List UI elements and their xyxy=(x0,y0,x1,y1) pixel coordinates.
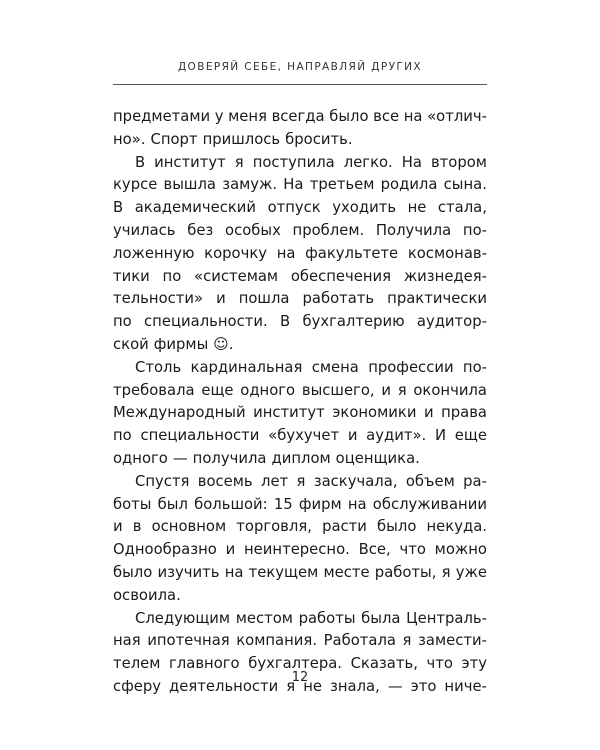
word: Сказать, xyxy=(350,655,418,673)
word: и xyxy=(423,404,434,422)
word: Получила xyxy=(375,221,452,239)
word: меня xyxy=(228,108,267,125)
word: «бухучет xyxy=(268,427,340,445)
word: по- xyxy=(462,221,487,239)
body-text xyxy=(113,106,487,699)
word: работы, xyxy=(374,563,437,581)
word: и xyxy=(381,381,391,399)
word: на xyxy=(403,108,423,125)
word: И xyxy=(434,427,447,445)
word: и xyxy=(113,518,123,536)
word: на xyxy=(347,495,367,513)
word: профессии xyxy=(368,358,454,376)
word: Международный xyxy=(113,404,246,422)
word: но». xyxy=(113,130,146,148)
word: получила xyxy=(192,449,267,467)
word: большой: xyxy=(194,495,268,513)
word: — xyxy=(387,677,403,695)
text-line xyxy=(113,380,487,403)
word: ☺. xyxy=(213,335,234,353)
text-line xyxy=(113,494,487,517)
word: поступила xyxy=(252,153,335,171)
word: было xyxy=(377,518,417,536)
word: фирмы xyxy=(153,335,209,353)
text-line xyxy=(113,129,487,152)
text-line xyxy=(113,402,487,425)
word: я xyxy=(402,632,412,650)
word: сферу xyxy=(113,677,162,695)
word: в xyxy=(132,518,142,536)
text-line xyxy=(113,197,487,220)
word: особых xyxy=(225,221,281,239)
word: ипотечная xyxy=(147,632,230,650)
word: бухгалтерию xyxy=(302,313,405,331)
word: тики xyxy=(113,267,150,285)
word: диплом xyxy=(271,449,331,467)
word: На xyxy=(401,153,422,171)
word: В xyxy=(135,153,146,171)
word: и xyxy=(216,290,226,308)
word: телем xyxy=(113,655,161,673)
text-line xyxy=(113,585,487,608)
word: что xyxy=(426,655,453,673)
word: институт xyxy=(154,153,226,171)
word: это xyxy=(410,677,437,695)
word: местом xyxy=(235,609,293,627)
word: Работала xyxy=(323,632,396,650)
word: текущем xyxy=(248,563,319,581)
word: ложенную xyxy=(113,244,195,262)
word: все xyxy=(373,108,400,125)
text-line xyxy=(113,448,487,471)
text-line xyxy=(113,152,487,175)
text-line xyxy=(113,334,487,357)
word: третьем xyxy=(309,176,375,194)
word: В xyxy=(279,313,291,331)
word: на xyxy=(224,563,244,581)
word: академический xyxy=(134,199,257,217)
word: деятельности xyxy=(169,677,279,695)
word: курсе xyxy=(113,176,158,194)
word: было xyxy=(113,563,153,581)
word: у xyxy=(214,108,224,125)
word: окончила xyxy=(413,381,487,399)
word: знала, xyxy=(329,677,380,695)
word: легко. xyxy=(343,153,393,171)
text-line xyxy=(113,516,487,539)
text-line xyxy=(113,174,487,197)
word: специальности xyxy=(140,427,260,445)
word: стала, xyxy=(437,199,487,217)
word: еще xyxy=(454,427,487,445)
word: одного xyxy=(113,449,168,467)
word: работать xyxy=(302,290,375,308)
word: специальности. xyxy=(144,313,268,331)
text-line xyxy=(113,220,487,243)
word: замести- xyxy=(418,632,487,650)
word: отпуск xyxy=(267,199,321,217)
running-head: ДОВЕРЯЙ СЕБЕ, НАПРАВЛЯЙ ДРУГИХ xyxy=(177,61,423,73)
word: был xyxy=(157,495,188,513)
word: Спустя xyxy=(135,472,190,490)
word: Спорт xyxy=(150,130,198,148)
word: уже xyxy=(455,563,487,581)
word: фирм xyxy=(298,495,342,513)
word: торговля, xyxy=(236,518,312,536)
word: экономики xyxy=(332,404,417,422)
word: жизнедея- xyxy=(403,267,487,285)
word: аудит». xyxy=(366,427,427,445)
word: не xyxy=(407,199,427,217)
word: обслуживании xyxy=(372,495,487,513)
word: пошла xyxy=(238,290,290,308)
word: В xyxy=(113,199,124,217)
word: некуда. xyxy=(426,518,487,536)
word: оценщика. xyxy=(335,449,420,467)
page-number: 12 xyxy=(291,670,309,685)
word: по- xyxy=(462,358,487,376)
text-line xyxy=(113,266,487,289)
word: «отлич- xyxy=(427,108,487,125)
word: что xyxy=(399,541,426,559)
word: Централь- xyxy=(406,609,487,627)
word: ра- xyxy=(463,472,487,490)
word: практически xyxy=(387,290,487,308)
word: корочку xyxy=(204,244,268,262)
word: эту xyxy=(461,655,487,673)
word: освоила. xyxy=(113,586,181,604)
word: сына. xyxy=(443,176,487,194)
text-line xyxy=(113,311,487,334)
word: компания. xyxy=(236,632,318,650)
word: я xyxy=(441,563,451,581)
word: ная xyxy=(113,632,141,650)
text-line xyxy=(113,471,487,494)
word: ской xyxy=(113,335,149,353)
text-line xyxy=(113,608,487,631)
word: предметами xyxy=(113,108,211,125)
text-line xyxy=(113,288,487,311)
word: заскучала, xyxy=(313,472,398,490)
word: и xyxy=(347,427,358,445)
word: без xyxy=(187,221,214,239)
word: училась xyxy=(113,221,176,239)
header-rule xyxy=(113,84,487,85)
word: космонав- xyxy=(407,244,487,262)
word: Все, xyxy=(358,541,391,559)
word: на xyxy=(276,244,296,262)
word: я xyxy=(397,381,407,399)
text-line xyxy=(113,539,487,562)
word: восемь xyxy=(197,472,253,490)
text-line xyxy=(113,425,487,448)
word: На xyxy=(283,176,304,194)
word: не xyxy=(303,677,322,695)
word: Следующим xyxy=(135,609,231,627)
word: я xyxy=(286,677,296,695)
word: тельности» xyxy=(113,290,204,308)
word: одного xyxy=(240,381,296,399)
word: по xyxy=(113,427,132,445)
word: высшего, xyxy=(301,381,375,399)
word: и xyxy=(225,541,236,559)
text-line xyxy=(113,357,487,380)
word: смена xyxy=(311,358,359,376)
word: права xyxy=(441,404,487,422)
word: проблем. xyxy=(292,221,365,239)
word: лет xyxy=(260,472,289,490)
word: уходить xyxy=(332,199,397,217)
word: было xyxy=(329,108,369,125)
text-line xyxy=(113,106,487,129)
word: бросить. xyxy=(285,130,353,148)
word: обеспечения xyxy=(290,267,392,285)
word: изучить xyxy=(157,563,220,581)
word: институт xyxy=(253,404,325,422)
word: втором xyxy=(430,153,487,171)
word: пришлось xyxy=(202,130,281,148)
word: месте xyxy=(323,563,370,581)
word: расти xyxy=(322,518,367,536)
word: кардинальная xyxy=(190,358,303,376)
word: факультете xyxy=(305,244,399,262)
word: основном xyxy=(151,518,227,536)
text-line xyxy=(113,630,487,653)
word: Столь xyxy=(135,358,182,376)
word: объем xyxy=(405,472,455,490)
text-line xyxy=(113,243,487,266)
word: 15 xyxy=(273,495,293,513)
word: вышла xyxy=(163,176,216,194)
word: родила xyxy=(380,176,438,194)
word: я xyxy=(234,153,244,171)
word: неинтересно. xyxy=(244,541,350,559)
word: аудитор- xyxy=(416,313,487,331)
word: можно xyxy=(434,541,487,559)
word: по xyxy=(113,313,132,331)
word: главного xyxy=(169,655,240,673)
word: бухгалтера. xyxy=(248,655,343,673)
word: всегда xyxy=(271,108,325,125)
word: по xyxy=(162,267,182,285)
word: работы xyxy=(298,609,356,627)
word: замуж. xyxy=(222,176,278,194)
text-line xyxy=(113,562,487,585)
word: боты xyxy=(113,495,152,513)
word: ниче- xyxy=(444,677,487,695)
word: Однообразно xyxy=(113,541,217,559)
word: «системам xyxy=(194,267,279,285)
word: — xyxy=(172,449,188,467)
word: я xyxy=(296,472,306,490)
word: еще xyxy=(201,381,234,399)
word: требовала xyxy=(113,381,195,399)
word: была xyxy=(361,609,401,627)
